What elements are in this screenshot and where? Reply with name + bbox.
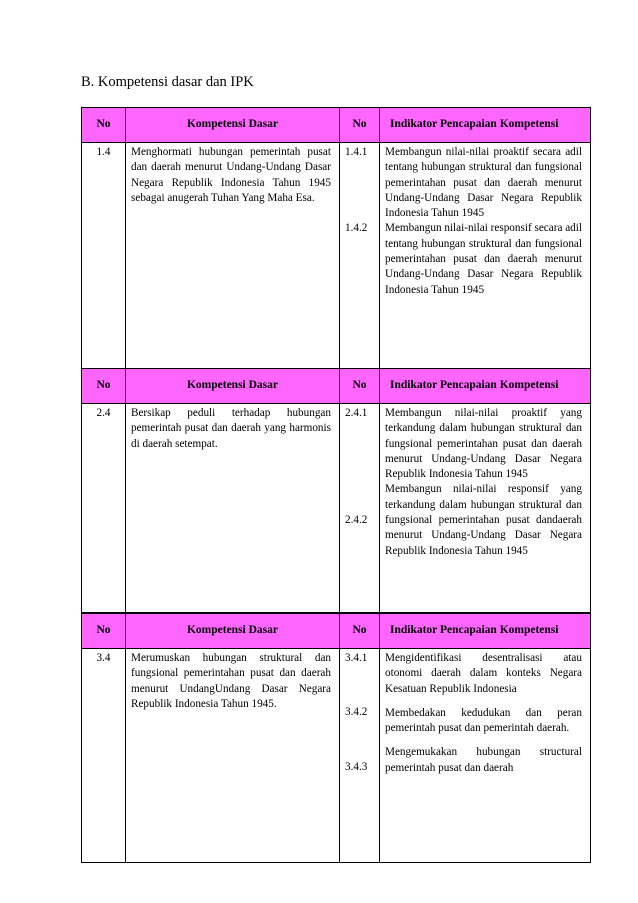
indicator-number: 1.4.1	[345, 146, 368, 158]
indicator-text: Membangun nilai-nilai responsif yang terkandung dalam hubungan struktural dan fungsional pemerintahan pusat dandaerah menurut Undang-Undang Dasar Negara Republik Indonesia Tahun 1945	[385, 483, 582, 557]
indicator-text: Mengidentifikasi desentralisasi atau otonomi daerah dalam konteks Negara Kesatuan Republik Indonesia	[385, 652, 582, 695]
header-no-indikator: No	[340, 108, 380, 143]
indicator-number: 2.4.2	[345, 514, 368, 527]
kd-number: 2.4	[82, 404, 126, 613]
header-no-indikator: No	[340, 614, 380, 649]
header-kompetensi-dasar: Kompetensi Dasar	[126, 108, 340, 143]
kd-number: 3.4	[82, 649, 126, 863]
competency-table-3	[81, 613, 591, 863]
section-heading: B. Kompetensi dasar dan IPK	[81, 74, 254, 90]
indicator-text: Membangun nilai-nilai proaktif yang terkandung dalam hubungan struktural dan fungsional pemerintahan pusat dan daerah menurut Undang-Undang Dasar Negara Republik Indonesia Tahun 1945	[385, 407, 582, 481]
indicator-numbers	[340, 143, 380, 369]
competency-table-1	[81, 107, 591, 369]
indicator-text: Membangun nilai-nilai responsif secara adil tentang hubungan struktural dan fungsional pemerintahan pusat dan daerah menurut Undang-Undang Dasar Negara Republik Indonesia Tahun 1945	[385, 222, 582, 296]
indicator-texts	[380, 404, 591, 613]
header-no: No	[82, 108, 126, 143]
table-row	[82, 649, 591, 863]
indicator-texts	[380, 143, 591, 369]
header-no-indikator: No	[340, 369, 380, 404]
table-row	[82, 143, 591, 369]
header-indikator: Indikator Pencapaian Kompetensi	[380, 369, 591, 404]
kd-text: Menghormati hubungan pemerintah pusat dan daerah menurut Undang-Undang Dasar Negara Republik Indonesia Tahun 1945 sebagai anugerah Tuhan Yang Maha Esa.	[126, 143, 340, 369]
indicator-number: 1.4.2	[345, 222, 368, 235]
table-header-row	[82, 369, 591, 404]
header-kompetensi-dasar: Kompetensi Dasar	[126, 614, 340, 649]
indicator-number: 3.4.1	[345, 652, 368, 664]
kd-number: 1.4	[82, 143, 126, 369]
competency-table-2	[81, 368, 591, 613]
table-header-row	[82, 614, 591, 649]
indicator-number: 3.4.2	[345, 706, 368, 719]
indicator-numbers	[340, 404, 380, 613]
indicator-text: Mengemukakan hubungan structural pemerintah pusat dan daerah	[385, 746, 582, 774]
table-header-row	[82, 108, 591, 143]
indicator-number: 2.4.1	[345, 407, 368, 419]
header-no: No	[82, 369, 126, 404]
indicator-number: 3.4.3	[345, 760, 368, 773]
indicator-texts	[380, 649, 591, 863]
kd-text: Merumuskan hubungan struktural dan fungsional pemerintahan pusat dan daerah menurut UndangUndang Dasar Negara Republik Indonesia Tahun 1945.	[126, 649, 340, 863]
header-kompetensi-dasar: Kompetensi Dasar	[126, 369, 340, 404]
header-no: No	[82, 614, 126, 649]
indicator-text: Membangun nilai-nilai proaktif secara adil tentang hubungan struktural dan fungsional pemerintahan pusat dan daerah menurut Undang-Undang Dasar Negara Republik Indonesia Tahun 1945	[385, 146, 582, 220]
header-indikator: Indikator Pencapaian Kompetensi	[380, 108, 591, 143]
kd-text: Bersikap peduli terhadap hubungan pemerintah pusat dan daerah yang harmonis di daerah setempat.	[126, 404, 340, 613]
table-row	[82, 404, 591, 613]
indicator-text: Membedakan kedudukan dan peran pemerintah pusat dan pemerintah daerah.	[385, 706, 582, 735]
header-indikator: Indikator Pencapaian Kompetensi	[380, 614, 591, 649]
indicator-numbers	[340, 649, 380, 863]
